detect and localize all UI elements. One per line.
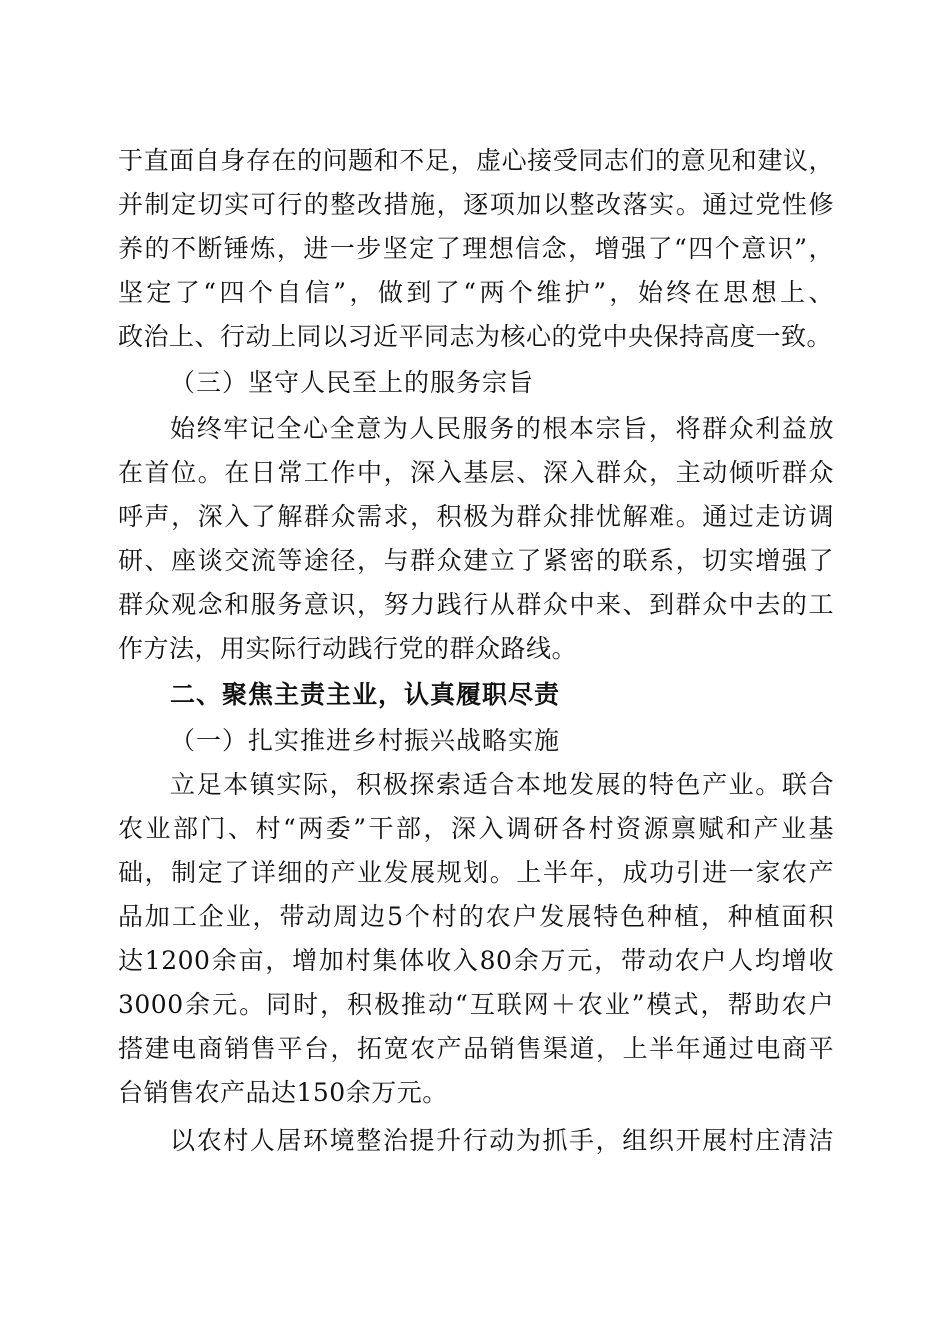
paragraph-line: 搭建电商销售平台，拓宽农产品销售渠道，上半年通过电商平 — [118, 1034, 834, 1063]
section-subheading: （一）扎实推进乡村振兴战略实施 — [170, 726, 561, 755]
paragraph-line: 在首位。在日常工作中，深入基层、深入群众，主动倾听群众 — [118, 458, 834, 487]
paragraph-line: 养的不断锤炼，进一步坚定了理想信念，增强了“四个意识”， — [118, 234, 834, 263]
paragraph-line: 呼声，深入了解群众需求，积极为群众排忧解难。通过走访调 — [118, 502, 834, 531]
paragraph-line: 坚定了“四个自信”，做到了“两个维护”，始终在思想上、 — [118, 278, 834, 307]
paragraph-line: 3000余元。同时，积极推动“互联网＋农业”模式，帮助农户 — [118, 990, 834, 1019]
paragraph-line: 农业部门、村“两委”干部，深入调研各村资源禀赋和产业基 — [118, 814, 834, 843]
paragraph-line: 品加工企业，带动周边5个村的农户发展特色种植，种植面积 — [118, 902, 834, 931]
section-heading: 二、聚焦主责主业，认真履职尽责 — [170, 680, 561, 709]
section-subheading: （三）坚守人民至上的服务宗旨 — [170, 368, 535, 397]
paragraph-line: 群众观念和服务意识，努力践行从群众中来、到群众中去的工 — [118, 590, 834, 619]
paragraph-line: 政治上、行动上同以习近平同志为核心的党中央保持高度一致。 — [118, 322, 833, 351]
paragraph-line: 础，制定了详细的产业发展规划。上半年，成功引进一家农产 — [118, 858, 834, 887]
paragraph-line: 以农村人居环境整治提升行动为抓手，组织开展村庄清洁 — [170, 1126, 834, 1155]
paragraph-line: 于直面自身存在的问题和不足，虚心接受同志们的意见和建议， — [118, 146, 834, 175]
paragraph-line: 立足本镇实际，积极探索适合本地发展的特色产业。联合 — [170, 770, 834, 799]
paragraph-line: 研、座谈交流等途径，与群众建立了紧密的联系，切实增强了 — [118, 546, 834, 575]
paragraph-line: 台销售农产品达150余万元。 — [118, 1078, 448, 1107]
paragraph-line: 并制定切实可行的整改措施，逐项加以整改落实。通过党性修 — [118, 190, 834, 219]
paragraph-line: 达1200余亩，增加村集体收入80余万元，带动农户人均增收 — [118, 946, 834, 975]
paragraph-line: 始终牢记全心全意为人民服务的根本宗旨，将群众利益放 — [170, 414, 834, 443]
paragraph-line: 作方法，用实际行动践行党的群众路线。 — [118, 634, 578, 663]
